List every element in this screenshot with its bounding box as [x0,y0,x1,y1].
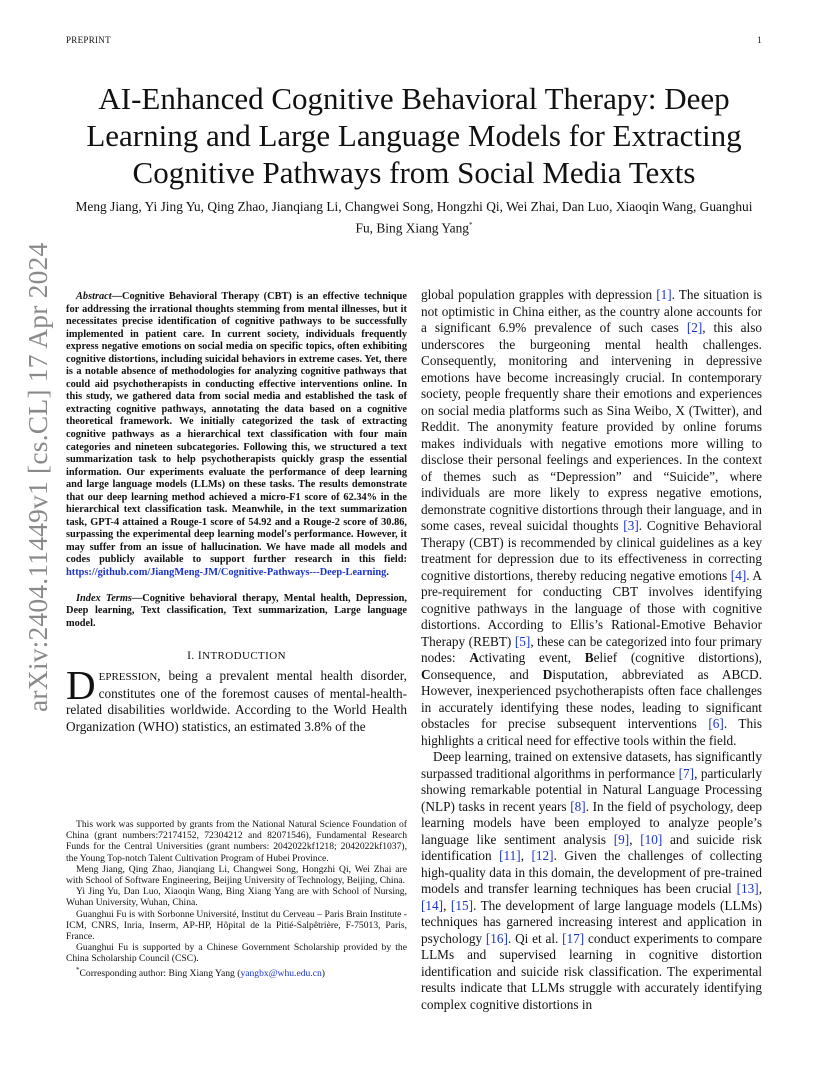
section-number: I. [187,650,195,663]
citation-link[interactable]: [15] [450,897,473,913]
body-text: elief (cognitive distortions), [593,650,762,665]
code-link[interactable]: https://github.com/JiangMeng-JM/Cognitive-Pathways---Deep-Learning [66,567,387,579]
body-text: . Cognitive Behavioral Therapy (CBT) is recommended by clinical guidelines as a key treatment for depression due to its effectiveness in correcting cognitive distortions, thereby reducing negative emotions [421,518,762,583]
body-text: isputation, abbreviated as ABCD. [552,666,763,682]
abcd-letter: C [421,666,431,682]
citation-link[interactable]: [6] [708,716,724,731]
body-text: . The development of large language models (LLMs) techniques has garnered increasing interest and application in psychology [421,897,763,946]
index-terms-text: Cognitive behavioral therapy, Mental health, Depression, Deep learning, Text classification, Text summarization, Large language model. [66,592,408,629]
citation-link[interactable]: [4] [730,567,747,583]
index-terms [66,593,407,631]
citation-link[interactable]: [13] [736,881,759,896]
citation-link[interactable]: [14] [421,897,444,913]
footnote-1: This work was supported by grants from the National Natural Science Foundation of China (grant numbers:72174152, 72304212 and 82071546), Fundamental Research Funds for the Central Universities (grant numbers: 2042022kf1218; 2042022kf1037), the Young Top-notch Talent Cultivation Program of Hubei Province. [66,819,407,864]
section-heading [66,650,407,662]
body-text: , [443,897,451,913]
body-text: global population grapples with depression [421,287,657,302]
footnote-4: Guanghui Fu is with Sorbonne Université, Institut du Cerveau – Paris Brain Institute - ICM, CNRS, Inria, Inserm, AP-HP, Hôpital de la Pitié-Salpêtrière, F-75013, Paris, France. [66,908,407,943]
footnote-2: Meng Jiang, Qing Zhao, Jianqiang Li, Changwei Song, Hongzhi Qi, Wei Zhai are with School of Software Engineering, Beijing University of Technology, Beijing, China. [66,863,407,887]
paper-title: AI-Enhanced Cognitive Behavioral Therapy: Deep Learning and Large Language Models for Extracting Cognitive Pathways from Social Media Texts [86,81,742,190]
author-names: Meng Jiang, Yi Jing Yu, Qing Zhao, Jianqiang Li, Changwei Song, Hongzhi Qi, Wei Zhai, Dan Luo, Xiaoqin Wang, Guanghui Fu, Bing Xiang Yang [75,199,753,236]
abstract-end: . [386,567,389,579]
abstract-text: Cognitive Behavioral Therapy (CBT) is an effective technique for addressing the irrational thoughts stemming from mental illnesses, but it necessitates precise identification of cognitive pathways to be successfully implemented in patient care. In current society, individuals frequently express negative emotions on social media on specific topics, often exhibiting cognitive distortions, including suicidal behaviors in extreme cases. Yet, there is a notable absence of methodologies for analyzing cognitive pathways that could aid psychotherapists in conducting effective interventions online. In this study, we gathered data from social media and established the task of extracting cognitive pathways, annotating the data based on a cognitive theoretical framework. We initially categorized the task of extracting cognitive pathways as a hierarchical text classification with four main categories and nineteen subcategories. Following this, we structured a text summarization task to help psychotherapists quickly grasp the essential information. Our experiments evaluate the performance of deep learning and large language models (LLMs) on these tasks. The results demonstrate that our deep learning method achieved a micro-F1 score of 62.34% in the hierarchical text classification task. Meanwhile, in the text summarization task, GPT-4 attained a Rouge-1 score of 54.92 and a Rouge-2 score of 30.86, surpassing the experimental deep learning model's performance. However, it may suffer from an issue of hallucination. We have made all models and codes publicly available to support further research in this field: [66,291,407,566]
body-text: Deep learning, trained on extensive datasets, has significantly surpassed traditional algorithms in performance [421,749,762,781]
body-text: , this also underscores the burgeoning mental health challenges. Consequently, monitoring and intervening in depressive emotions have become increasingly crucial. In contemporary society, people frequently share their emotions and experiences on social media platforms such as Sina Weibo, X (Twitter), and Reddit. The anonymity feature provided by online forums makes individuals with negative emotions more willing to disclose their personal feelings and experiences. In the context of themes such as “Depression” and “Suicide”, where individuals are more likely to express negative emotions, demonstrate cognitive distortions through their language, and in some cases, reveal suicidal thoughts [421,320,762,533]
abcd-letter: B [584,650,594,665]
author-list [70,198,758,237]
footnotes [66,819,407,979]
section-title-first: I [197,650,203,663]
body-text: . The situation is not optimistic in China either, as the country alone accounts for a significant 6.9% prevalence of such cases [421,287,763,335]
intro-text: , being a prevalent mental health disorder, constitutes one of the foremost causes of mental-health-related disabilities worldwide. According to the World Health Organization (WHO) statistics, an estimated 3.8% of the [66,668,407,734]
footnote-5: Guanghui Fu is supported by a Chinese Government Scholarship provided by the China Scholarship Council (CSC). [66,942,407,965]
abstract-dash: — [111,291,122,302]
intro-paragraph [66,662,407,735]
index-terms-label: Index Terms [76,592,132,604]
body-text: and suicide risk identification [421,831,762,863]
header-label: PREPRINT [66,35,111,45]
arxiv-identifier[interactable]: arXiv:2404.11449v1 [cs.CL] 17 Apr 2024 [22,242,53,712]
body-text: , these can be categorized into four primary nodes: [421,633,762,665]
body-text: onsequence, and [430,666,543,682]
page-number: 1 [757,35,762,45]
footnote-3: Yi Jing Yu, Dan Luo, Xiaoqin Wang, Bing Xiang Yang are with School of Nursing, Wuhan University, Wuhan, China. [66,886,407,909]
running-header [66,35,762,45]
drop-cap: D [66,662,96,709]
intro-caps: EPRESSION [98,671,158,684]
citation-link[interactable]: [16] [485,930,508,946]
body-text: . In the field of psychology, deep learning models have been employed to analyze people’s language like sentiment analysis [421,798,762,847]
body-text: , particularly showing remarkable potential in Natural Language Processing (NLP) tasks in recent years [421,765,762,814]
body-text: , [520,848,532,863]
corresponding-author [66,965,407,979]
body-text: ctivating event, [478,650,585,665]
citation-link[interactable]: [9] [613,831,630,847]
citation-link[interactable]: [3] [623,518,639,533]
right-paragraph-2 [421,749,762,1013]
citation-link[interactable]: [8] [570,798,586,814]
right-paragraph-1 [421,287,762,749]
corresponding-text: Corresponding author: Bing Xiang Yang ( [79,967,241,979]
abstract [66,291,407,580]
citation-link[interactable]: [12] [531,848,554,863]
abstract-label: Abstract [76,291,112,302]
body-text: However, inexperienced psychotherapists often face challenges in accurately identifying these nodes, leading to significant obstacles for precise subsequent interventions [421,683,762,731]
corresponding-end: ) [321,967,325,979]
citation-link[interactable]: [11] [499,848,521,863]
section-title-rest: NTRODUCTION [202,650,286,663]
body-text: , [629,831,641,847]
body-text: , [758,881,762,896]
index-terms-dash: — [131,592,143,604]
citation-link[interactable]: [2] [686,320,703,335]
citation-link[interactable]: [17] [562,930,585,946]
body-text: . This highlights a critical need for effective tools within the field. [421,716,762,748]
left-column [66,291,407,735]
abcd-letter: A [469,650,479,665]
abcd-letter: D [542,666,553,682]
author-mark: * [468,221,473,229]
body-text: . Given the challenges of collecting high-quality data in this domain, the development of pre-trained models and transfer learning techniques has been crucial [421,848,762,896]
body-text: . A pre-requirement for conducting CBT involves identifying cognitive pathways in the language of those with cognitive distortions. According to Ellis’s Rational-Emotive Behavior Therapy (REBT) [421,567,762,649]
body-text: conduct experiments to compare LLMs and supervised learning in cognitive distortion identification and suicide risk classification. The experimental results indicate that LLMs struggle with accurately identifying complex cognitive distortions in [421,930,763,1012]
citation-link[interactable]: [7] [678,765,695,781]
corresponding-mark: * [76,965,80,974]
body-text: . Qi et al. [507,930,563,946]
citation-link[interactable]: [1] [656,287,672,302]
right-column [421,287,762,1013]
citation-link[interactable]: [10] [640,831,663,847]
email-link[interactable]: yangbx@whu.edu.cn [240,967,322,979]
citation-link[interactable]: [5] [514,633,531,649]
